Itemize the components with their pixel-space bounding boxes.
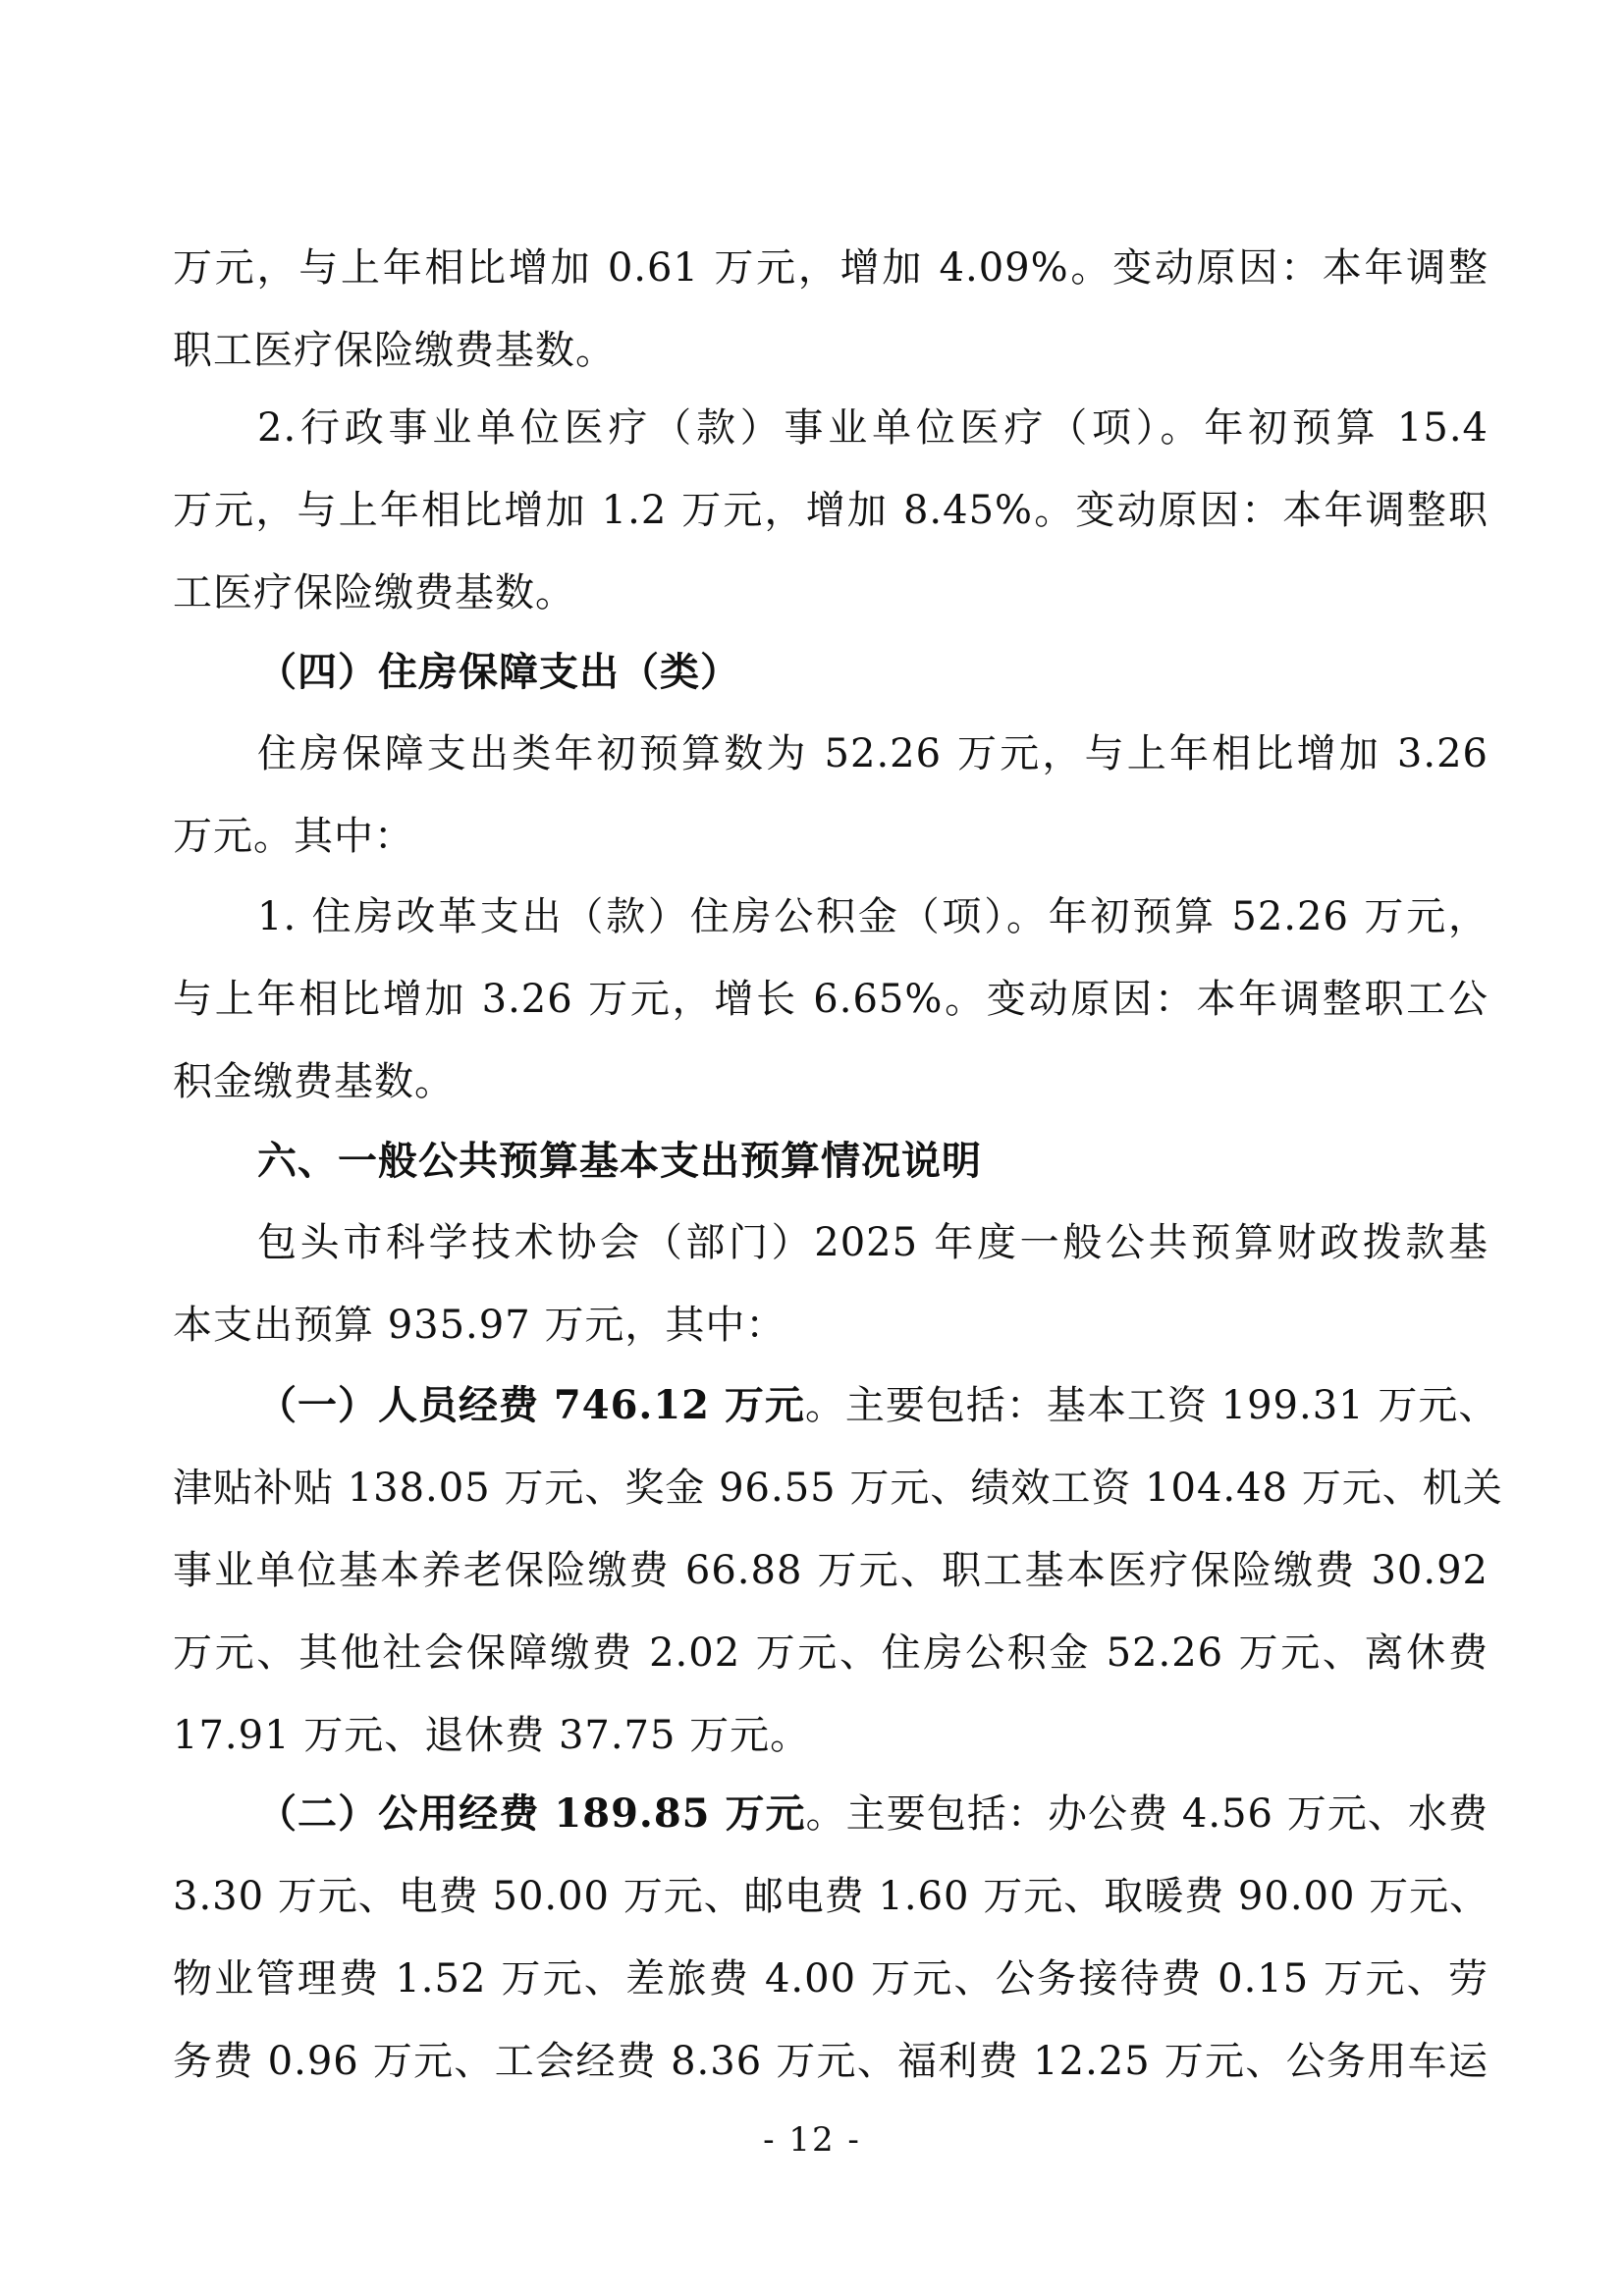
body-line: 3.30 万元、电费 50.00 万元、邮电费 1.60 万元、取暖费 90.00 万元、 xyxy=(173,1874,1490,1919)
body-line: 1. 住房改革支出（款）住房公积金（项）。年初预算 52.26 万元， xyxy=(257,894,1489,939)
public-expense-text: 。主要包括：办公费 4.56 万元、水费 xyxy=(805,1791,1489,1837)
body-line: 津贴补贴 138.05 万元、奖金 96.55 万元、绩效工资 104.48 万元、机关 xyxy=(173,1466,1503,1511)
body-line: 包头市科学技术协会（部门）2025 年度一般公共预算财政拨款基 xyxy=(257,1220,1489,1265)
section-heading-housing: （四）住房保障支出（类） xyxy=(257,650,740,695)
body-line: 住房保障支出类年初预算数为 52.26 万元，与上年相比增加 3.26 xyxy=(257,731,1489,776)
page-number: - 12 - xyxy=(763,2120,861,2160)
body-line: 17.91 万元、退休费 37.75 万元。 xyxy=(173,1713,811,1758)
body-line: 本支出预算 935.97 万元，其中： xyxy=(173,1303,786,1348)
body-line: 务费 0.96 万元、工会经费 8.36 万元、福利费 12.25 万元、公务用车运 xyxy=(173,2039,1489,2084)
personnel-expense-line xyxy=(257,1378,1499,1433)
body-line: 万元。其中： xyxy=(173,814,414,859)
body-line: 万元、其他社会保障缴费 2.02 万元、住房公积金 52.26 万元、离休费 xyxy=(173,1630,1489,1676)
body-line: 万元，与上年相比增加 1.2 万元，增加 8.45%。变动原因：本年调整职 xyxy=(173,488,1489,533)
body-line: 事业单位基本养老保险缴费 66.88 万元、职工基本医疗保险缴费 30.92 xyxy=(173,1548,1489,1593)
personnel-expense-heading: （一）人员经费 746.12 万元 xyxy=(257,1382,805,1428)
body-line: 2.行政事业单位医疗（款）事业单位医疗（项）。年初预算 15.4 xyxy=(257,405,1489,451)
section-heading-basic-expenditure: 六、一般公共预算基本支出预算情况说明 xyxy=(257,1139,982,1184)
body-line: 工医疗保险缴费基数。 xyxy=(173,570,575,615)
personnel-expense-text: 。主要包括：基本工资 199.31 万元、 xyxy=(804,1383,1499,1428)
body-line: 万元，与上年相比增加 0.61 万元，增加 4.09%。变动原因：本年调整 xyxy=(173,245,1489,291)
public-expense-heading: （二）公用经费 189.85 万元 xyxy=(257,1790,806,1837)
public-expense-line xyxy=(257,1787,1489,1842)
body-line: 与上年相比增加 3.26 万元，增长 6.65%。变动原因：本年调整职工公 xyxy=(173,977,1489,1022)
body-line: 职工医疗保险缴费基数。 xyxy=(173,328,616,373)
body-line: 物业管理费 1.52 万元、差旅费 4.00 万元、公务接待费 0.15 万元、劳 xyxy=(173,1956,1489,2002)
body-line: 积金缴费基数。 xyxy=(173,1059,455,1104)
